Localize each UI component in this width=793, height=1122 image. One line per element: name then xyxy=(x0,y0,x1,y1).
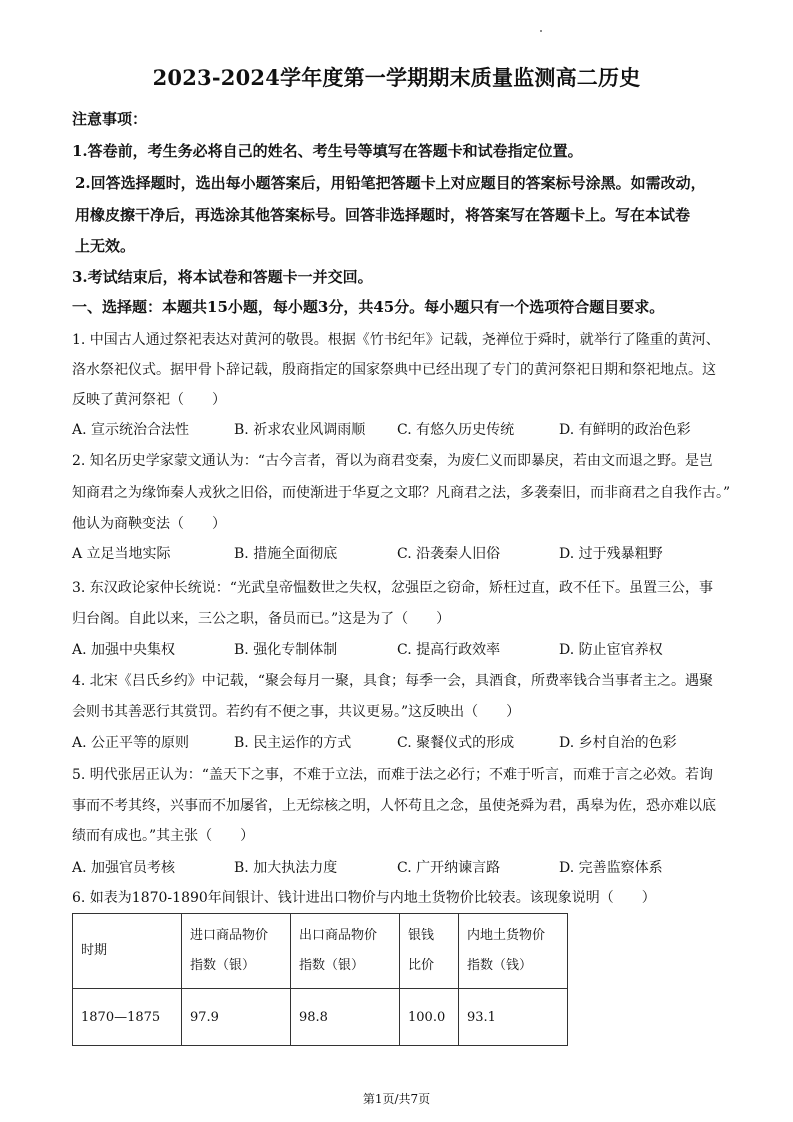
table-cell: 1870—1875 xyxy=(73,989,182,1046)
header-cell-ratio: 银钱 比价 xyxy=(400,914,459,989)
q2-option-c: C. 沿袭秦人旧俗 xyxy=(397,546,501,562)
q1-option-a: A. 宣示统治合法性 xyxy=(72,422,190,438)
q2-option-d: D. 过于残暴粗野 xyxy=(559,546,663,562)
q1-line-2: 洛水祭祀仪式。据甲骨卜辞记载，殷商指定的国家祭典中已经出现了专门的黄河祭祀日期和祭祀地点。这 xyxy=(72,362,716,378)
table-header-row xyxy=(73,914,568,989)
q2-line-2: 知商君之为缘饰秦人戎狄之旧俗，而使渐进于华夏之文耶？凡商君之法，多袭秦旧，而非商君之自我作古。” xyxy=(72,485,731,501)
q4-option-c: C. 聚餐仪式的形成 xyxy=(397,735,515,751)
q5-line-3: 绩而有成也。”其主张（ ） xyxy=(72,828,255,844)
q3-line-2: 归台阁。自此以来，三公之职，备员而已。”这是为了（ ） xyxy=(72,611,451,627)
q5-option-b: B. 加大执法力度 xyxy=(234,860,338,876)
q5-line-2: 事而不考其终，兴事而不加屡省，上无综核之明，人怀苟且之念，虽使尧舜为君，禹皋为佐，恐亦难以底 xyxy=(72,798,716,814)
q1-option-d: D. 有鲜明的政治色彩 xyxy=(559,422,691,438)
header-cell-domestic: 内地土货物价 指数（钱） xyxy=(459,914,568,989)
notice-heading: 注意事项： xyxy=(72,110,148,128)
page-footer: 第1页/共7页 xyxy=(362,1092,431,1106)
q3-option-a: A. 加强中央集权 xyxy=(72,642,176,658)
q5-option-a: A. 加强官员考核 xyxy=(72,860,176,876)
q2-line-1: 2. 知名历史学家蒙文通认为：“古今言者，胥以为商君变秦，为废仁义而即暴戾，若由文而退之野。是岂 xyxy=(72,453,713,469)
q5-option-d: D. 完善监察体系 xyxy=(559,860,663,876)
table-cell: 100.0 xyxy=(400,989,459,1046)
notice-item-2-line-1: 2.回答选择题时，选出每小题答案后，用铅笔把答题卡上对应题目的答案标号涂黑。如需改动， xyxy=(75,174,706,192)
q2-line-3: 他认为商鞅变法（ ） xyxy=(72,516,226,532)
table-row xyxy=(73,989,568,1046)
q5-line-1: 5. 明代张居正认为：“盖天下之事，不难于立法，而难于法之必行；不难于听言，而难于言之必效。若询 xyxy=(72,767,713,783)
section-heading: 一、选择题：本题共15小题，每小题3分，共45分。每小题只有一个选项符合题目要求。 xyxy=(72,298,665,316)
q3-line-1: 3. 东汉政论家仲长统说：“光武皇帝愠数世之失权，忿强臣之窃命，矫枉过直，政不任下。虽置三公，事 xyxy=(72,580,713,596)
q4-option-d: D. 乡村自治的色彩 xyxy=(559,735,677,751)
q6-line-1: 6. 如表为1870-1890年间银计、钱计进出口物价与内地土货物价比较表。该现象说明（ ） xyxy=(72,890,656,906)
q4-line-2: 会则书其善恶行其赏罚。若约有不便之事，共议更易。”这反映出（ ） xyxy=(72,704,521,720)
q4-option-b: B. 民主运作的方式 xyxy=(234,735,352,751)
notice-item-3: 3.考试结束后，将本试卷和答题卡一并交回。 xyxy=(72,268,373,286)
notice-item-2-line-2: 用橡皮擦干净后，再选涂其他答案标号。回答非选择题时，将答案写在答题卡上。写在本试卷 xyxy=(75,206,691,224)
table-cell: 98.8 xyxy=(291,989,400,1046)
q5-option-c: C. 广开纳谏言路 xyxy=(397,860,501,876)
q1-line-3: 反映了黄河祭祀（ ） xyxy=(72,392,226,408)
notice-item-1: 1.答卷前，考生务必将自己的姓名、考生号等填写在答题卡和试卷指定位置。 xyxy=(72,142,583,160)
q4-option-a: A. 公正平等的原则 xyxy=(72,735,190,751)
q1-option-b: B. 祈求农业风调雨顺 xyxy=(234,422,366,438)
table-cell: 97.9 xyxy=(182,989,291,1046)
header-cell-import: 进口商品物价 指数（银） xyxy=(182,914,291,989)
q3-option-b: B. 强化专制体制 xyxy=(234,642,338,658)
q1-line-1: 1. 中国古人通过祭祀表达对黄河的敬畏。根据《竹书纪年》记载，尧禅位于舜时，就举行了隆重的黄河、 xyxy=(72,332,720,348)
q2-option-b: B. 措施全面彻底 xyxy=(234,546,338,562)
page-title: 2023-2024学年度第一学期期末质量监测高二历史 xyxy=(152,65,641,90)
header-cell-period: 时期 xyxy=(73,914,182,989)
notice-item-2-line-3: 上无效。 xyxy=(75,237,136,255)
q3-option-d: D. 防止宦官养权 xyxy=(559,642,663,658)
q1-option-c: C. 有悠久历史传统 xyxy=(397,422,515,438)
q3-option-c: C. 提高行政效率 xyxy=(397,642,501,658)
q4-line-1: 4. 北宋《吕氏乡约》中记载，“聚会每月一聚，具食；每季一会，具酒食，所费率钱合当事者主之。遇聚 xyxy=(72,673,713,689)
price-table xyxy=(72,913,568,1046)
q2-option-a: A 立足当地实际 xyxy=(72,546,171,562)
scan-dot xyxy=(540,30,542,32)
table-cell: 93.1 xyxy=(459,989,568,1046)
header-cell-export: 出口商品物价 指数（银） xyxy=(291,914,400,989)
